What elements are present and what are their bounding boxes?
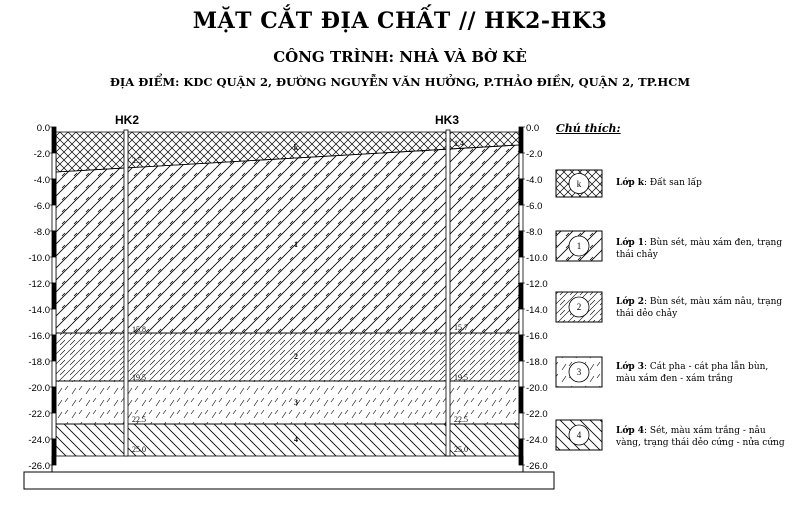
depth-label: 15.8 bbox=[132, 325, 146, 334]
depth-label: 15.7 bbox=[454, 323, 468, 332]
scale-segment bbox=[52, 153, 56, 179]
scale-tick-label: -6.0 bbox=[33, 201, 50, 212]
borehole-label: HK2 bbox=[115, 113, 140, 127]
scale-tick-label: -24.0 bbox=[526, 435, 548, 446]
scale-segment bbox=[519, 309, 523, 335]
scale-tick-label: -8.0 bbox=[33, 227, 50, 238]
scale-segment bbox=[519, 231, 523, 257]
scale-tick-label: -14.0 bbox=[28, 305, 50, 316]
legend-item-1: Lớp 1: Bùn sét, màu xám đen, trạng thái chảy bbox=[616, 238, 783, 260]
project-subtitle: CÔNG TRÌNH: NHÀ VÀ BỜ KÈ bbox=[273, 48, 527, 66]
scale-tick-label: -20.0 bbox=[526, 383, 548, 394]
scale-segment bbox=[52, 335, 56, 361]
scale-segment bbox=[52, 127, 56, 153]
scale-tick-label: -22.0 bbox=[526, 409, 548, 420]
borehole-label: HK3 bbox=[435, 113, 460, 127]
scale-tick-label: -4.0 bbox=[33, 175, 50, 186]
scale-tick-label: -20.0 bbox=[28, 383, 50, 394]
legend-symbol-3: 3 bbox=[576, 367, 582, 377]
scale-tick-label: -4.0 bbox=[526, 175, 543, 186]
legend-title: Chú thích: bbox=[556, 122, 621, 135]
scale-tick-label: -10.0 bbox=[526, 253, 548, 264]
layer-label-k: k bbox=[293, 143, 299, 152]
scale-tick-label: -16.0 bbox=[526, 331, 548, 342]
depth-label: 19.5 bbox=[454, 373, 468, 382]
scale-segment bbox=[52, 413, 56, 439]
scale-segment bbox=[519, 335, 523, 361]
scale-tick-label: -6.0 bbox=[526, 201, 543, 212]
depth-label: 25.0 bbox=[454, 445, 468, 454]
scale-segment bbox=[519, 387, 523, 413]
scale-tick-label: -26.0 bbox=[28, 461, 50, 472]
scale-segment bbox=[52, 257, 56, 283]
scale-tick-label: -18.0 bbox=[28, 357, 50, 368]
scale-segment bbox=[519, 361, 523, 387]
scale-tick-label: -26.0 bbox=[526, 461, 548, 472]
location-line: ĐỊA ĐIỂM: KDC QUẬN 2, ĐƯỜNG NGUYỄN VĂN HƯỞNG, P.THẢO ĐIỀN, QUẬN 2, TP.HCM bbox=[109, 75, 691, 89]
depth-scale-left bbox=[28, 123, 56, 472]
scale-tick-label: 0.0 bbox=[36, 123, 50, 134]
scale-segment bbox=[52, 231, 56, 257]
scale-tick-label: 0.0 bbox=[526, 123, 540, 134]
scale-segment bbox=[52, 283, 56, 309]
depth-label: 25.0 bbox=[132, 445, 146, 454]
scale-tick-label: -22.0 bbox=[28, 409, 50, 420]
legend-symbols bbox=[556, 170, 602, 450]
scale-segment bbox=[52, 361, 56, 387]
legend-item-2: Lớp 2: Bùn sét, màu xám nâu, trạng thái dẻo chảy bbox=[616, 297, 783, 319]
legend-symbol-1: 1 bbox=[576, 241, 582, 251]
depth-label: 2.5 bbox=[132, 156, 142, 165]
scale-segment bbox=[519, 179, 523, 205]
legend-item-4: Lớp 4: Sét, màu xám trắng - nâu vàng, trạng thái dẻo cứng - nửa cứng bbox=[616, 426, 785, 448]
scale-tick-label: -8.0 bbox=[526, 227, 543, 238]
scale-segment bbox=[519, 439, 523, 465]
scale-segment bbox=[52, 309, 56, 335]
scale-tick-label: -12.0 bbox=[28, 279, 50, 290]
layer-label-1: 1 bbox=[294, 240, 298, 249]
scale-tick-label: -16.0 bbox=[28, 331, 50, 342]
layer-label-3: 3 bbox=[294, 398, 298, 407]
page-title: MẶT CẮT ĐỊA CHẤT // HK2-HK3 bbox=[192, 8, 608, 34]
layer-label-2: 2 bbox=[294, 352, 298, 361]
depth-label: 22.5 bbox=[132, 415, 146, 424]
scale-tick-label: -14.0 bbox=[526, 305, 548, 316]
legend-item-k: Lớp k: Đất san lấp bbox=[616, 178, 702, 188]
scale-tick-label: -2.0 bbox=[33, 149, 50, 160]
depth-label: 19.5 bbox=[132, 373, 146, 382]
legend-symbol-2: 2 bbox=[576, 302, 582, 312]
scale-segment bbox=[52, 387, 56, 413]
scale-tick-label: -24.0 bbox=[28, 435, 50, 446]
legend-item-3: Lớp 3: Cát pha - cát pha lẫn bùn, màu xám đen - xám trắng bbox=[616, 362, 769, 384]
scale-tick-label: -12.0 bbox=[526, 279, 548, 290]
scale-tick-label: -2.0 bbox=[526, 149, 543, 160]
scale-segment bbox=[519, 283, 523, 309]
scale-segment bbox=[519, 257, 523, 283]
base-plate bbox=[24, 472, 554, 489]
layer-label-4: 4 bbox=[294, 435, 298, 444]
scale-tick-label: -10.0 bbox=[28, 253, 50, 264]
scale-tick-label: -18.0 bbox=[526, 357, 548, 368]
scale-segment bbox=[519, 205, 523, 231]
depth-label: 22.5 bbox=[454, 415, 468, 424]
depth-label: 1.4 bbox=[454, 139, 464, 148]
scale-segment bbox=[52, 205, 56, 231]
scale-segment bbox=[519, 153, 523, 179]
legend-symbol-4: 4 bbox=[576, 430, 582, 440]
scale-segment bbox=[52, 439, 56, 465]
scale-segment bbox=[519, 413, 523, 439]
scale-segment bbox=[52, 179, 56, 205]
legend-symbol-k: k bbox=[576, 179, 582, 189]
depth-scale-right bbox=[519, 123, 548, 472]
scale-segment bbox=[519, 127, 523, 153]
